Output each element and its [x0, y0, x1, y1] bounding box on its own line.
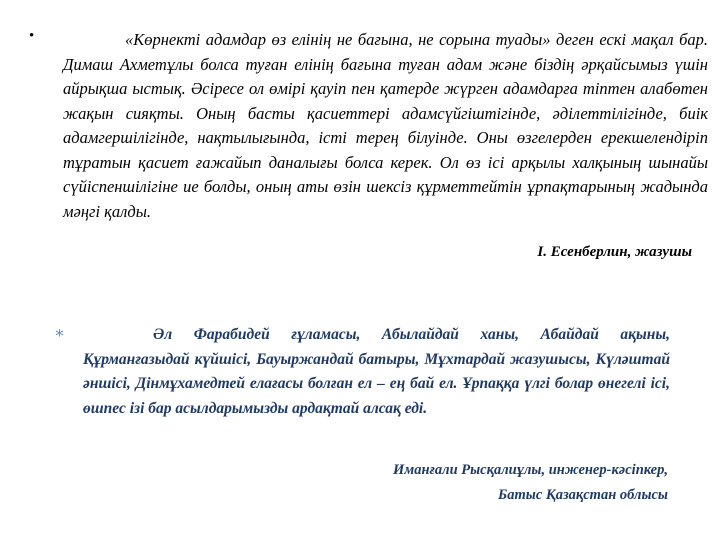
quote-text-esenberlin: «Көрнекті адамдар өз елінің не бағына, не сорына туады» деген ескі мақал бар. Димаш Ахметұлы болса туған елінің бағына туған адам және біздің әрқайсымыз үшін айрықша ыстық. Әсіресе ол өмірі қауіп пен қатерде жүрген адамдарға тіптен алабөтен жақын сияқты. Оның басты қасиеттері адамсүйгіштігінде, әділеттілігінде, биік адамгершілігінде, нақтылығында, істі терең білуінде. Оны өзгелерден ерекшелендіріп тұратын қасиет ғажайып даналығы болса керек. Ол өз ісі арқылы халқының шынайы сүйіспеншілігіне ие болды, оның аты өзін шексіз құрметтейтін ұрпақтарының жадында мәңгі қалды.	[63, 30, 708, 221]
bullet-asterisk-icon: ∗	[54, 325, 65, 342]
bullet-dot-icon: •	[29, 28, 35, 44]
quote-block-ryskaliuly	[50, 323, 670, 421]
quote-block-esenberlin	[20, 28, 708, 224]
quote-author-region: Батыс Қазақстан облысы	[498, 487, 668, 503]
quote-author-ryskaliuly: Иманғали Рысқалиұлы, инженер-кәсіпкер,	[393, 462, 668, 478]
quote-author-esenberlin: І. Есенберлин, жазушы	[537, 244, 692, 260]
quote-text-ryskaliuly: Әл Фарабидей ғұламасы, Абылайдай ханы, Абайдай ақыны, Құрманғазыдай күйшісі, Бауыржандай батыры, Мұхтардай жазушысы, Күләштай әншісі, Дінмұхамедтей елағасы болған ел – ең бай ел. Ұрпаққа үлгі болар өнегелі ісі, өшпес ізі бар асылдарымызды ардақтай алсақ еді.	[83, 326, 670, 417]
